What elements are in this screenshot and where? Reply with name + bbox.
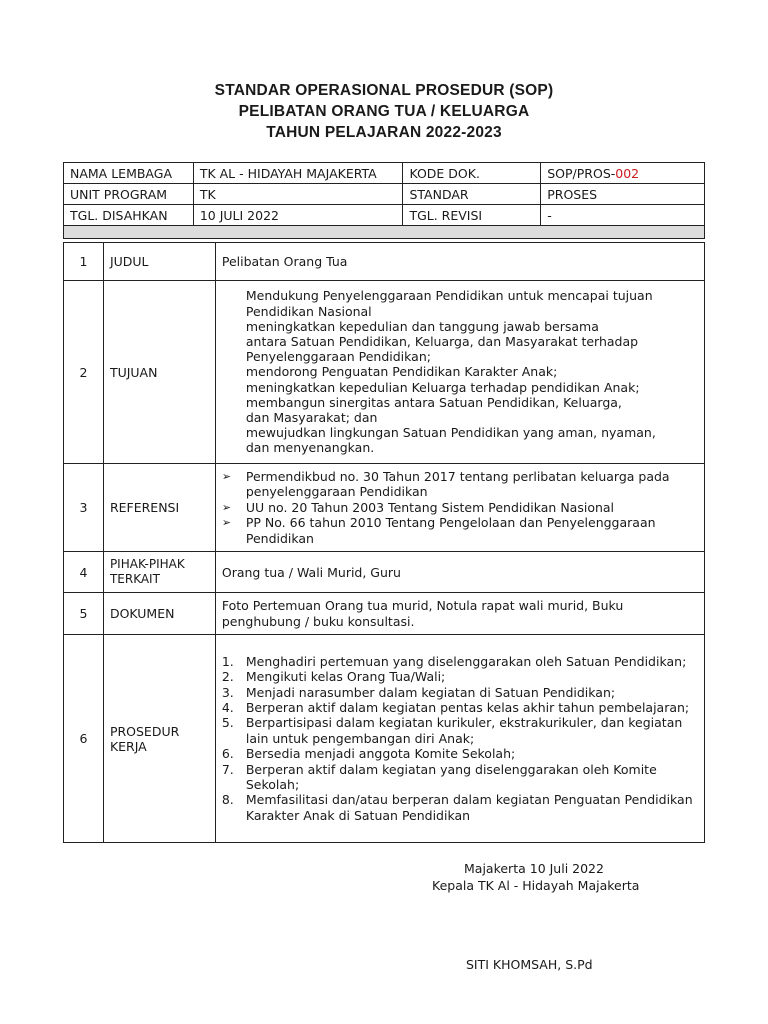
row-judul [64,243,705,281]
row-number: 1 [64,243,104,281]
referensi-item: ➢ Permendikbud no. 30 Tahun 2017 tentang perlibatan keluarga pada penyelenggaraan Pendidikan [221,468,670,500]
prosedur-item: 6. Bersedia menjadi anggota Komite Sekolah; [221,746,516,762]
referensi-item: ➢ UU no. 20 Tahun 2003 Tentang Sistem Pendidikan Nasional [221,499,615,515]
title-line-3: TAHUN PELAJARAN 2022-2023 [266,124,502,141]
header-row-lembaga [64,163,705,184]
arrow-bullet-icon: ➢ [221,469,232,483]
prosedur-item: 8. Memfasilitasi dan/atau berperan dalam kegiatan Penguatan Pendidikan Karakter Anak di Satuan Pendidikan [221,792,693,823]
header-row-unit [64,184,705,205]
document-title [0,80,768,143]
row-label: PROSEDUR KERJA [103,635,215,843]
prosedur-list [220,654,700,823]
row-referensi [64,464,705,552]
row-tujuan [64,281,705,464]
signature-place-date: Majakerta 10 Juli 2022 [464,861,604,876]
row-number: 5 [64,593,104,635]
row-number: 2 [64,281,104,464]
row-label: PIHAK-PIHAK TERKAIT [103,552,215,593]
row-number: 3 [64,464,104,552]
dokumen-value: Foto Pertemuan Orang tua murid, Notula rapat wali murid, Buku penghubung / buku konsultasi. [215,593,704,635]
referensi-list [220,469,700,546]
header-table [63,162,705,239]
row-label: REFERENSI [103,464,215,552]
gray-separator-row [64,226,705,239]
prosedur-item: 2. Mengikuti kelas Orang Tua/Wali; [221,669,446,685]
standar-label: STANDAR [403,184,541,205]
judul-value: Pelibatan Orang Tua [215,243,704,281]
tujuan-line: mendorong Penguatan Pendidikan Karakter Anak; [245,364,558,380]
tujuan-line: Pendidikan Nasional [245,303,372,319]
kode-dok-label: KODE DOK. [403,163,541,184]
signature-position: Kepala TK Al - Hidayah Majakerta [432,878,640,893]
prosedur-item: 1. Menghadiri pertemuan yang diselenggarakan oleh Satuan Pendidikan; [221,653,687,669]
kode-dok-prefix: SOP/PROS- [547,165,616,181]
row-number: 4 [64,552,104,593]
nama-lembaga-label: NAMA LEMBAGA [64,163,194,184]
header-row-tanggal [64,205,705,226]
tujuan-line: mewujudkan lingkungan Satuan Pendidikan yang aman, nyaman, [245,425,656,441]
unit-program-value: TK [193,184,403,205]
kode-dok-value [541,163,705,184]
tujuan-line: dan menyenangkan. [245,440,375,456]
tgl-revisi-label: TGL. REVISI [403,205,541,226]
row-number: 6 [64,635,104,843]
row-label: DOKUMEN [103,593,215,635]
prosedur-item: 7. Berperan aktif dalam kegiatan yang diselenggarakan oleh Komite Sekolah; [221,761,657,793]
title-line-2: PELIBATAN ORANG TUA / KELUARGA [238,103,530,120]
tgl-revisi-value: - [541,205,705,226]
prosedur-item: 5. Berpartisipasi dalam kegiatan kurikuler, ekstrakurikuler, dan kegiatan lain untuk pengembangan diri Anak; [221,715,683,746]
arrow-bullet-icon: ➢ [221,500,232,514]
signature-name: SITI KHOMSAH, S.Pd [466,957,593,972]
tujuan-line: dan Masyarakat; dan [245,410,378,425]
unit-program-label: UNIT PROGRAM [64,184,194,205]
tujuan-line: membangun sinergitas antara Satuan Pendidikan, Keluarga, [245,394,622,410]
row-label: TUJUAN [103,281,215,464]
referensi-item: ➢ PP No. 66 tahun 2010 Tentang Pengelolaan dan Penyelenggaraan Pendidikan [221,515,656,546]
tgl-disahkan-label: TGL. DISAHKAN [64,205,194,226]
sop-body-table [63,242,705,843]
pihak-value: Orang tua / Wali Murid, Guru [215,552,704,593]
gray-separator [64,226,705,239]
tujuan-text [215,281,704,464]
tujuan-line: Penyelenggaraan Pendidikan; [245,349,431,365]
arrow-bullet-icon: ➢ [221,516,232,530]
referensi-list-cell [215,464,704,552]
tujuan-line: Mendukung Penyelenggaraan Pendidikan untuk mencapai tujuan [245,288,653,304]
kode-dok-number: 002 [615,165,640,181]
prosedur-item: 3. Menjadi narasumber dalam kegiatan di Satuan Pendidikan; [221,684,616,700]
prosedur-item: 4. Berperan aktif dalam kegiatan pentas kelas akhir tahun pembelajaran; [221,699,690,715]
tujuan-line: meningkatkan kepedulian Keluarga terhadap pendidikan Anak; [245,379,640,395]
title-line-1: STANDAR OPERASIONAL PROSEDUR (SOP) [214,82,554,99]
row-dokumen [64,593,705,635]
tujuan-line: antara Satuan Pendidikan, Keluarga, dan Masyarakat terhadap [245,333,639,349]
standar-value: PROSES [541,184,705,205]
tujuan-line: meningkatkan kepedulian dan tanggung jawab bersama [245,318,599,334]
tgl-disahkan-value: 10 JULI 2022 [193,205,403,226]
row-prosedur-kerja [64,635,705,843]
nama-lembaga-value: TK AL - HIDAYAH MAJAKERTA [193,163,403,184]
row-pihak-terkait [64,552,705,593]
row-label: JUDUL [103,243,215,281]
prosedur-list-cell [215,635,704,843]
